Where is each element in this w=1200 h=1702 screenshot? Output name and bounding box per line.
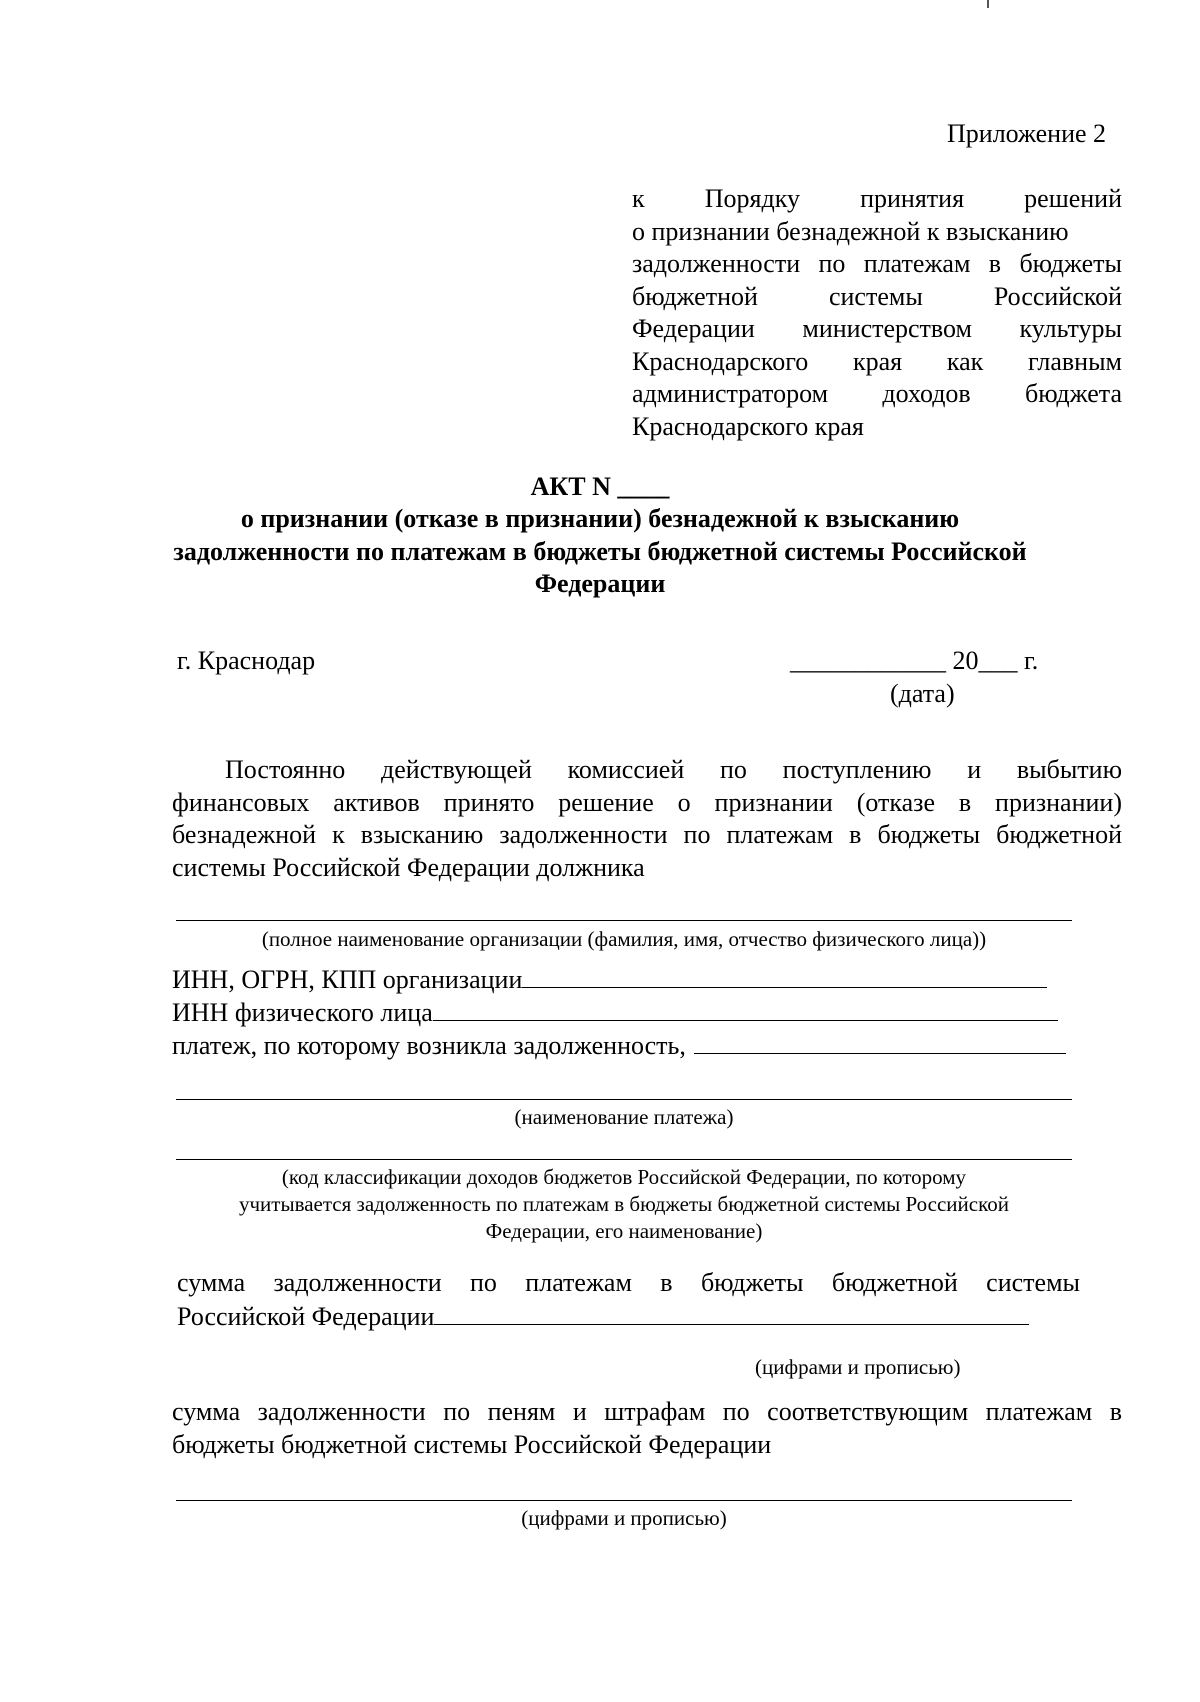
payment-name-line — [176, 1099, 1072, 1100]
debtor-caption: (полное наименование организации (фамилия, имя, отчество физического лица)) — [261, 927, 987, 951]
debt-sum-line1: сумма задолженности по платежам в бюджеты бюджетной системы — [177, 1268, 1080, 1297]
code-caption — [176, 1164, 1072, 1245]
debt-sum-block — [177, 1267, 1080, 1333]
decision-line: безнадежной к взысканию задолженности по платежам в бюджеты бюджетной — [172, 820, 1122, 849]
payment-field — [172, 1029, 1132, 1063]
act-title: АКТ N ____ — [530, 472, 670, 501]
decision-line: системы Российской Федерации должника — [172, 852, 645, 882]
inn-person-field — [172, 996, 1082, 1030]
act-subtitle — [0, 503, 1200, 601]
preamble-line: администратором доходов бюджета — [632, 379, 1122, 408]
penalty-sum-line-blank — [176, 1500, 1072, 1501]
inn-org-label: ИНН, ОГРН, КПП организации — [172, 965, 523, 994]
inn-org-blank — [522, 963, 1047, 988]
penalty-sum-line: сумма задолженности по пеням и штрафам по соответствующим платежам в — [172, 1397, 1122, 1426]
inn-person-blank — [433, 996, 1058, 1021]
decision-paragraph — [172, 754, 1122, 884]
decision-line: Постоянно действующей комиссией по поступлению и выбытию — [225, 755, 1122, 784]
preamble-line: Краснодарского края — [632, 411, 864, 441]
preamble-line: Краснодарского края как главным — [632, 346, 1122, 376]
code-caption-line: учитывается задолженность по платежам в бюджеты бюджетной системы Российской — [239, 1192, 1009, 1216]
preamble-line: Федерации министерством культуры — [632, 314, 1122, 343]
penalty-sum-block — [172, 1396, 1122, 1461]
appendix-title: Приложение 2 — [947, 119, 1107, 148]
city-label: г. Краснодар — [177, 646, 316, 675]
preamble-line: бюджетной системы Российской — [632, 281, 1122, 311]
debt-sum-blank — [434, 1300, 1029, 1325]
debt-sum-caption: (цифрами и прописью) — [755, 1355, 961, 1379]
payment-blank — [694, 1029, 1066, 1054]
penalty-sum-line: бюджеты бюджетной системы Российской Федерации — [172, 1429, 772, 1459]
code-caption-line: (код классификации доходов бюджетов Российской Федерации, по которому — [281, 1165, 967, 1189]
payment-label: платеж, по которому возникла задолженность, — [172, 1031, 686, 1060]
date-caption: (дата) — [890, 679, 955, 708]
act-subtitle-line: о признании (отказе в признании) безнадежной к взысканию — [240, 504, 960, 533]
penalty-sum-caption: (цифрами и прописью) — [521, 1506, 727, 1530]
preamble-line: задолженности по платежам в бюджеты — [632, 249, 1122, 278]
decision-line: финансовых активов принято решение о признании (отказе в признании) — [172, 787, 1122, 817]
preamble-line: о признании безнадежной к взысканию — [632, 216, 1069, 246]
act-subtitle-line: задолженности по платежам в бюджеты бюджетной системы Российской — [173, 536, 1027, 566]
debt-sum-line2: Российской Федерации — [177, 1301, 435, 1331]
date-line: ____________ 20___ г. — [790, 646, 1039, 675]
inn-org-field — [172, 963, 1082, 997]
inn-person-label: ИНН физического лица — [172, 998, 433, 1027]
preamble-block — [632, 183, 1122, 443]
scan-mark — [987, 0, 989, 8]
act-subtitle-line: Федерации — [534, 569, 666, 598]
code-caption-line: Федерации, его наименование) — [485, 1219, 763, 1243]
code-line — [176, 1159, 1072, 1160]
payment-caption: (наименование платежа) — [514, 1105, 734, 1129]
debtor-name-line — [176, 920, 1072, 921]
preamble-line: к Порядку принятия решений — [632, 184, 1122, 213]
